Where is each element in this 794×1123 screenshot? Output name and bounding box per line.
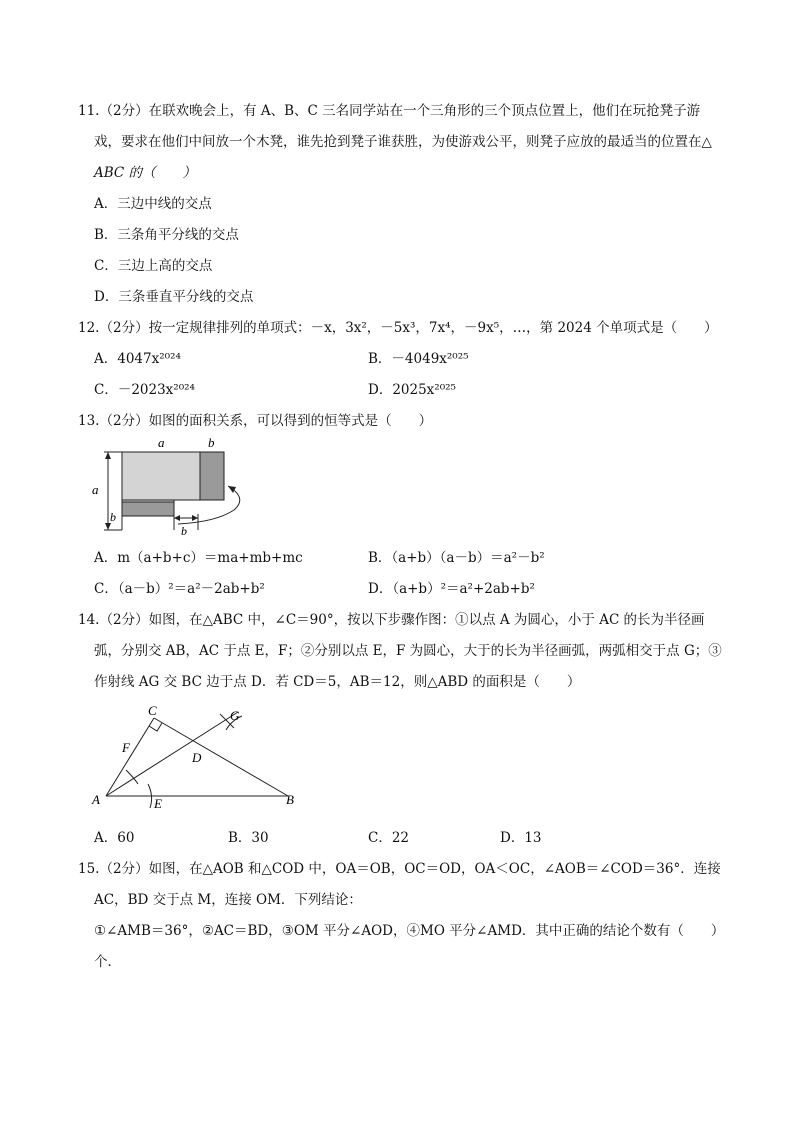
q13-option-d: D．（a+b）²＝a²+2ab+b² xyxy=(368,581,535,597)
q15-score: （2分） xyxy=(99,861,149,877)
q11-line-2: 戏，要求在他们中间放一个木凳，谁先抢到凳子谁获胜，为使游戏公平，则凳子应放的最适当的位置在△ xyxy=(94,134,712,150)
q14-right-angle-mark xyxy=(149,723,162,731)
q12-option-a: A．4047x²⁰²⁴ xyxy=(94,351,181,367)
q13-bottom-strip xyxy=(122,502,174,516)
q14-text-1: 如图，在△ABC 中，∠C＝90°，按以下步骤作图：①以点 A 为圆心，小于 AC 的长为半径画 xyxy=(148,612,705,628)
q15-line-2: AC，BD 交于点 M，连接 OM．下列结论： xyxy=(94,892,362,908)
q13-figure xyxy=(88,434,258,544)
q15-number: 15. xyxy=(78,861,100,877)
q13-label-left-a: a xyxy=(92,482,99,497)
q12-number: 12. xyxy=(78,320,100,336)
q13-label-top-b: b xyxy=(208,435,215,450)
q14-option-d: D．13 xyxy=(500,830,542,846)
q14-label-e: E xyxy=(154,796,162,811)
q14-figure xyxy=(88,700,308,815)
q15-line-4: 个． xyxy=(94,954,121,970)
q11-option-c: C．三边上高的交点 xyxy=(94,258,213,274)
q13-text-1: 如图的面积关系，可以得到的恒等式是（ ） xyxy=(148,413,433,429)
q12-text-1: 按一定规律排列的单项式：－x，3x²，－5x³，7x⁴，－9x⁵，…，第 2024 个单项式是（ ） xyxy=(148,320,718,336)
q11-line-1 xyxy=(78,101,700,121)
q14-option-a: A．60 xyxy=(94,830,135,846)
q14-label-a: A xyxy=(92,792,100,807)
q14-label-c: C xyxy=(148,703,157,718)
q15-line-3: ①∠AMB＝36°，②AC＝BD，③OM 平分∠AOD，④MO 平分∠AMD．其中正确的结论个数有（ ） xyxy=(94,923,725,939)
q14-option-c: C．22 xyxy=(368,830,410,846)
q14-label-d: D xyxy=(192,750,202,765)
q13-right-strip xyxy=(200,452,224,500)
q14-number: 14. xyxy=(78,612,100,628)
q15-line-1 xyxy=(78,859,721,879)
q11-score: （2分） xyxy=(99,103,149,119)
q13-label-bottom-b: b xyxy=(181,524,187,538)
q13-line-1 xyxy=(78,411,432,431)
q13-score: （2分） xyxy=(99,413,149,429)
q14-line-1 xyxy=(78,610,705,630)
q15-text-1: 如图，在△AOB 和△COD 中，OA＝OB，OC＝OD，OA＜OC，∠AOB＝∠COD＝36°．连接 xyxy=(148,861,721,877)
q14-side-cb xyxy=(154,718,288,796)
q14-score: （2分） xyxy=(99,612,149,628)
q11-option-d: D．三条垂直平分线的交点 xyxy=(94,289,254,305)
q12-line-1 xyxy=(78,318,718,338)
q12-score: （2分） xyxy=(99,320,149,336)
q12-option-b: B．－4049x²⁰²⁵ xyxy=(368,351,469,367)
q11-number: 11. xyxy=(78,103,100,119)
q12-option-d: D．2025x²⁰²⁵ xyxy=(368,382,456,398)
q14-label-f: F xyxy=(122,740,130,755)
q11-line-3: ABC 的（ ） xyxy=(94,165,197,181)
q13-option-c: C．（a－b）²＝a²－2ab+b² xyxy=(94,581,265,597)
q14-line-3: 作射线 AG 交 BC 边于点 D．若 CD＝5，AB＝12，则△ABD 的面积是（ ） xyxy=(94,674,581,690)
q14-label-g: G xyxy=(230,708,240,723)
q12-option-c: C．－2023x²⁰²⁴ xyxy=(94,382,195,398)
q14-option-b: B．30 xyxy=(228,830,269,846)
q11-option-b: B．三条角平分线的交点 xyxy=(94,227,239,243)
q14-label-b: B xyxy=(286,792,294,807)
q13-number: 13. xyxy=(78,413,100,429)
q13-label-left-b: b xyxy=(110,510,116,524)
q13-label-top-a: a xyxy=(158,435,165,450)
q13-option-b: B．（a+b）（a－b）＝a²－b² xyxy=(368,550,545,566)
q14-side-ac xyxy=(106,718,154,796)
q11-text-1: 在联欢晚会上，有 A、B、C 三名同学站在一个三角形的三个顶点位置上，他们在玩抢凳子游 xyxy=(148,103,701,119)
q13-option-a: A．m（a+b+c）＝ma+mb+mc xyxy=(94,550,303,566)
q14-line-2: 弧，分别交 AB，AC 于点 E，F；②分别以点 E，F 为圆心，大于的长为半径画弧，两弧相交于点 G；③ xyxy=(94,643,722,659)
q11-option-a: A．三边中线的交点 xyxy=(94,196,212,212)
q13-large-rect xyxy=(122,452,200,500)
